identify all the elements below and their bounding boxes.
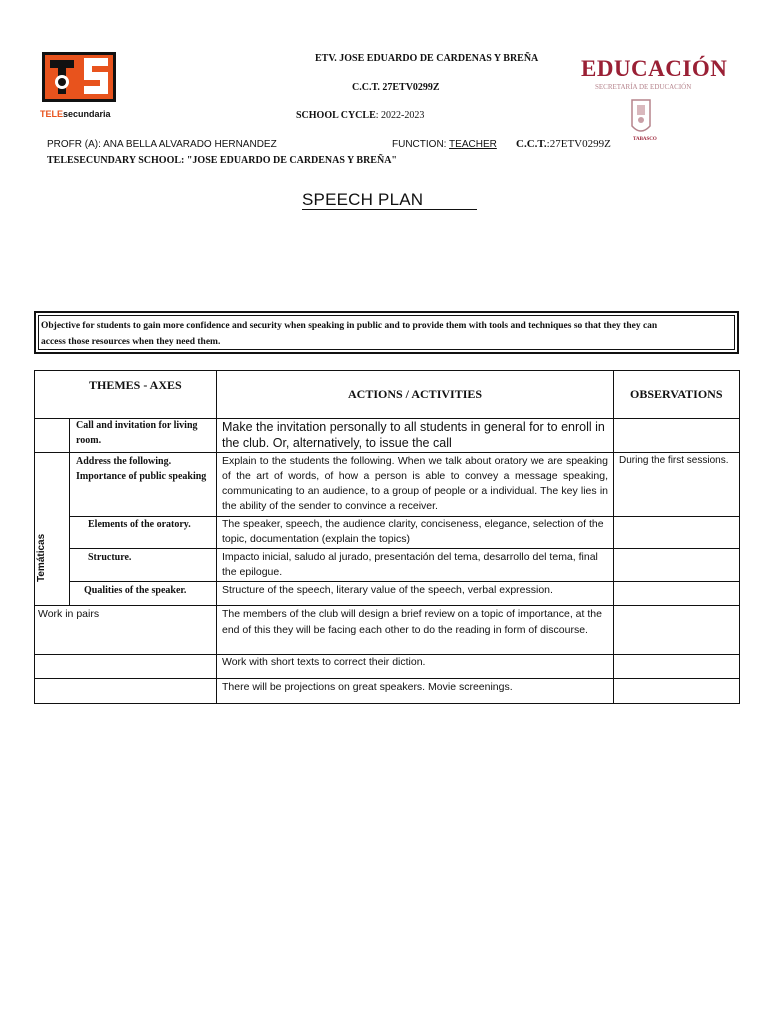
- school-name: ETV. JOSE EDUARDO DE CARDENAS Y BREÑA: [315, 53, 539, 64]
- col-header-themes: THEMES - AXES: [89, 378, 182, 392]
- col-header-observations: OBSERVATIONS: [630, 387, 723, 401]
- objective-text: Objective for students to gain more confidence and security when speaking in public and to provide them with tools and techniques so that they they can access those resources when they need them.: [41, 321, 658, 347]
- theme-cell: Qualities of the speaker.: [84, 585, 187, 596]
- cct-code: C.C.T. 27ETV0299Z: [352, 82, 440, 93]
- cct-field: C.C.T.:27ETV0299Z: [516, 138, 611, 150]
- action-cell: Explain to the students the following. When we talk about oratory we are speaking of the art of words, of how a person is able to convey a message speaking, communicating to an audience, to a group of people or a individual. The key lies in the ability of the sender to convince a receiver.: [222, 455, 608, 512]
- page-title: SPEECH PLAN: [302, 190, 424, 209]
- educacion-title: EDUCACIÓN: [581, 56, 728, 81]
- action-cell: Work with short texts to correct their diction.: [222, 656, 426, 668]
- theme-cell: Elements of the oratory.: [88, 519, 191, 530]
- school-line: TELESECUNDARY SCHOOL: "JOSE EDUARDO DE CARDENAS Y BREÑA": [47, 155, 397, 166]
- action-cell: Impacto inicial, saludo al jurado, presentación del tema, desarrollo del tema, final the epilogue.: [222, 551, 598, 578]
- observation-cell: During the first sessions.: [619, 455, 729, 466]
- logo-caption: TELEsecundaria: [40, 109, 111, 119]
- state-label: TABASCO: [633, 137, 657, 142]
- telesecundaria-logo: [42, 52, 116, 102]
- action-cell: The members of the club will design a brief review on a topic of importance, at the end of this they will be facing each other to do the reading in form of discourse.: [222, 608, 602, 636]
- tematicas-side-label: Temáticas: [36, 533, 47, 582]
- theme-cell: Address the following. Importance of public speaking: [76, 456, 207, 482]
- theme-cell: Call and invitation for living room.: [76, 420, 198, 446]
- teacher-name: PROFR (A): ANA BELLA ALVARADO HERNANDEZ: [47, 139, 277, 150]
- function-field: FUNCTION: TEACHER: [392, 139, 497, 150]
- theme-cell: Work in pairs: [38, 608, 100, 620]
- school-cycle: SCHOOL CYCLE: 2022-2023: [296, 110, 425, 121]
- action-cell: Structure of the speech, literary value of the speech, verbal expression.: [222, 584, 553, 596]
- action-cell: The speaker, speech, the audience clarity, conciseness, elegance, selection of the topic, documentation (explain the topics): [222, 518, 604, 545]
- action-cell: There will be projections on great speakers. Movie screenings.: [222, 681, 513, 693]
- theme-cell: Structure.: [88, 552, 132, 563]
- title-underline: [302, 209, 477, 210]
- secretaria-subtitle: SECRETARÍA DE EDUCACIÓN: [595, 83, 692, 91]
- col-header-actions: ACTIONS / ACTIVITIES: [348, 387, 483, 401]
- tabasco-seal-icon: [629, 96, 653, 140]
- action-cell: Make the invitation personally to all students in general for to enroll in the club. Or, alternatively, to issue the call: [222, 420, 605, 450]
